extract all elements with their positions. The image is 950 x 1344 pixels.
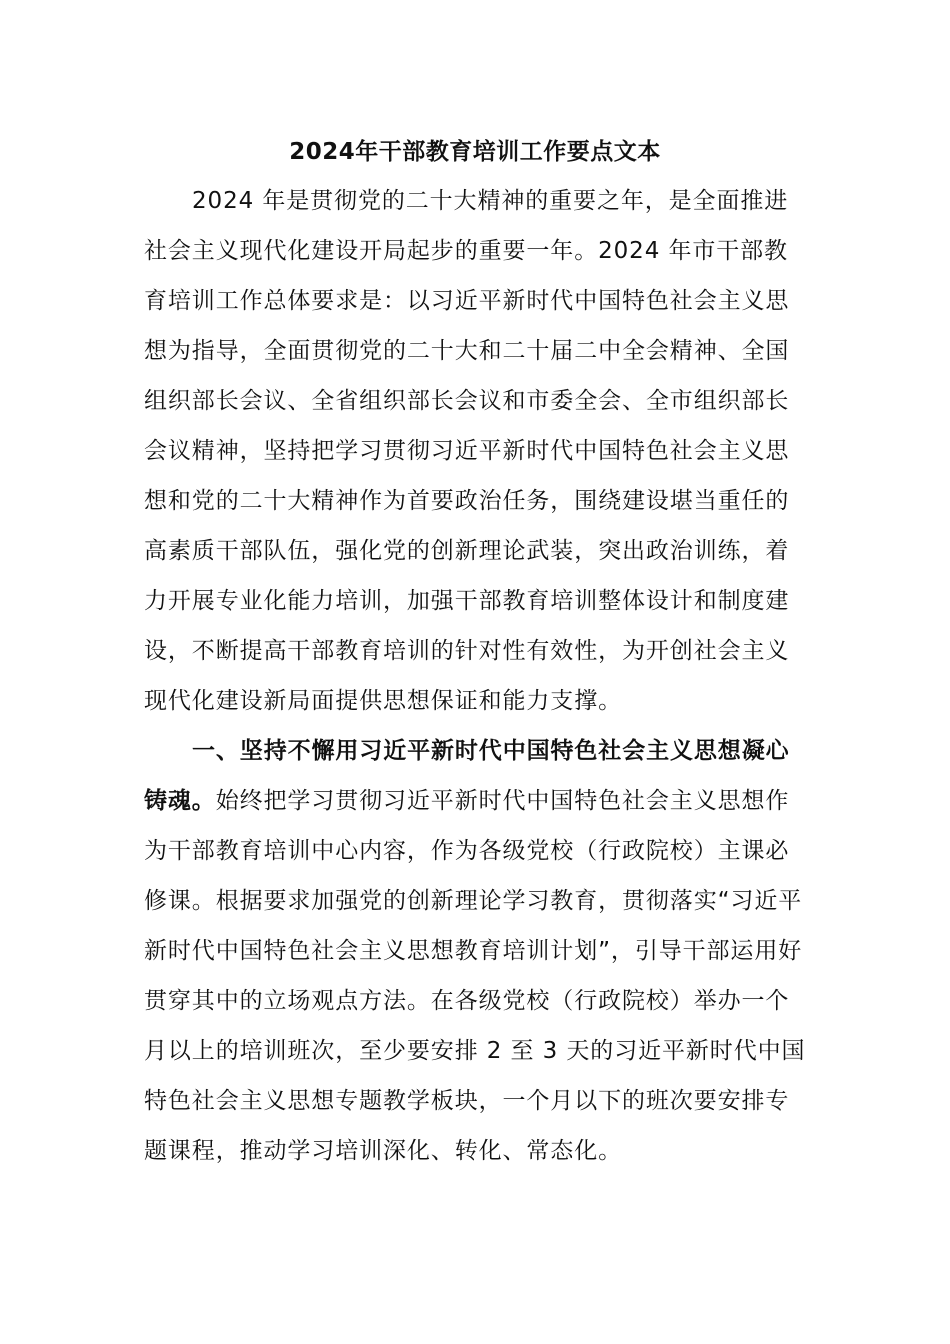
- paragraph-line: 组织部长会议、全省组织部长会议和市委全会、全市组织部长: [144, 388, 790, 414]
- paragraph-line: 设，不断提高干部教育培训的针对性有效性，为开创社会主义: [144, 638, 790, 664]
- paragraph-line: 高素质干部队伍，强化党的创新理论武装，突出政治训练，着: [144, 538, 790, 564]
- paragraph-line: 育培训工作总体要求是：以习近平新时代中国特色社会主义思: [144, 288, 790, 314]
- paragraph-line: 月以上的培训班次，至少要安排 2 至 3 天的习近平新时代中国: [144, 1038, 806, 1064]
- paragraph-line: 会议精神，坚持把学习贯彻习近平新时代中国特色社会主义思: [144, 438, 790, 464]
- paragraph-line: 特色社会主义思想专题教学板块，一个月以下的班次要安排专: [144, 1088, 790, 1114]
- paragraph-line: 想为指导，全面贯彻党的二十大和二十届二中全会精神、全国: [144, 338, 790, 364]
- section-heading-end: 铸魂。: [144, 788, 216, 814]
- paragraph-line: 现代化建设新局面提供思想保证和能力支撑。: [144, 688, 622, 714]
- paragraph-line: 社会主义现代化建设开局起步的重要一年。2024 年市干部教: [144, 238, 788, 264]
- paragraph-line: 为干部教育培训中心内容，作为各级党校（行政院校）主课必: [144, 838, 790, 864]
- paragraph-line: 修课。根据要求加强党的创新理论学习教育，贯彻落实“习近平: [144, 888, 803, 914]
- paragraph-line: [144, 776, 806, 826]
- paragraph-line: 2024 年是贯彻党的二十大精神的重要之年，是全面推进: [192, 188, 789, 214]
- paragraph-text: 始终把学习贯彻习近平新时代中国特色社会主义思想作: [215, 788, 790, 814]
- document-body: [144, 176, 806, 1176]
- paragraph-line: 想和党的二十大精神作为首要政治任务，围绕建设堪当重任的: [144, 488, 790, 514]
- paragraph-line: 题课程，推动学习培训深化、转化、常态化。: [144, 1138, 622, 1164]
- paragraph-line: 贯穿其中的立场观点方法。在各级党校（行政院校）举办一个: [144, 988, 790, 1014]
- document-title: 2024年干部教育培训工作要点文本: [289, 139, 661, 165]
- paragraph-line: 新时代中国特色社会主义思想教育培训计划”，引导干部运用好: [144, 938, 803, 964]
- section-heading: 一、坚持不懈用习近平新时代中国特色社会主义思想凝心: [192, 738, 790, 764]
- paragraph-line: 力开展专业化能力培训，加强干部教育培训整体设计和制度建: [144, 588, 790, 614]
